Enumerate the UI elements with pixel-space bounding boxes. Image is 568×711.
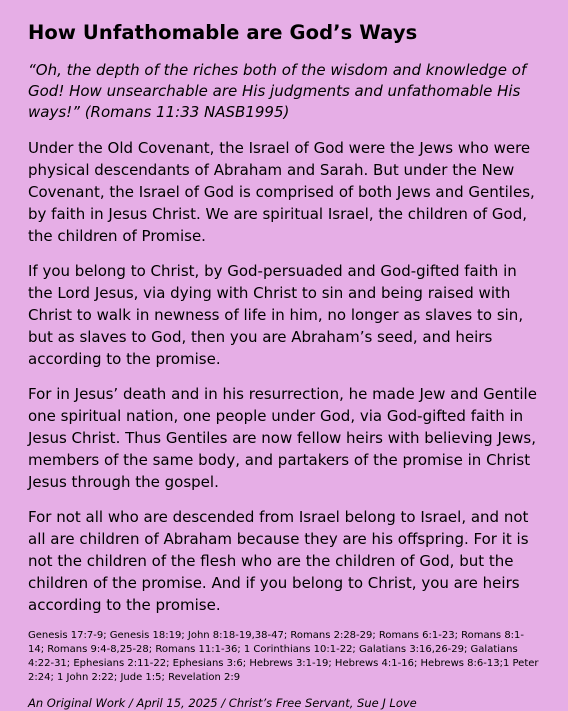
footer-credit: An Original Work / April 15, 2025 / Christ’s Free Servant, Sue J Love bbox=[28, 696, 417, 710]
paragraph: If you belong to Christ, by God-persuaded and God-gifted faith in the Lord Jesus, via dying with Christ to sin and being raised with Christ to walk in newness of life in him, no longer as slaves to sin, but as slaves to God, then you are Abraham’s seed, and heirs according to the promise. bbox=[28, 262, 524, 368]
page-title: How Unfathomable are God’s Ways bbox=[28, 21, 418, 44]
scripture-references: Genesis 17:7-9; Genesis 18:19; John 8:18-19,38-47; Romans 2:28-29; Romans 6:1-23; Romans 8:1-14; Romans 9:4-8,25-28; Romans 11:1-36; 1 Corinthians 10:1-22; Galatians 3:16,26-29; Galatians 4:22-31; Ephesians 2:11-22; Ephesians 3:6; Hebrews 3:1-19; Hebrews 4:1-16; Hebrews 8:6-13;1 Peter 2:24; 1 John 2:22; Jude 1:5; Revelation 2:9 bbox=[28, 630, 539, 683]
scripture-quote: “Oh, the depth of the riches both of the wisdom and knowledge of God! How unsearchable are His judgments and unfathomable His ways!” (Romans 11:33 NASB1995) bbox=[28, 61, 527, 121]
paragraph: Under the Old Covenant, the Israel of God were the Jews who were physical descendants of Abraham and Sarah. But under the New Covenant, the Israel of God is comprised of both Jews and Gentiles, by faith in Jesus Christ. We are spiritual Israel, the children of God, the children of Promise. bbox=[28, 139, 535, 245]
paragraph: For not all who are descended from Israel belong to Israel, and not all are children of Abraham because they are his offspring. For it is not the children of the flesh who are the children of God, but the children of the promise. And if you belong to Christ, you are heirs according to the promise. bbox=[28, 508, 529, 614]
paragraph: For in Jesus’ death and in his resurrection, he made Jew and Gentile one spiritual nation, one people under God, via God-gifted faith in Jesus Christ. Thus Gentiles are now fellow heirs with believing Jews, members of the same body, and partakers of the promise in Christ Jesus through the gospel. bbox=[28, 385, 537, 491]
